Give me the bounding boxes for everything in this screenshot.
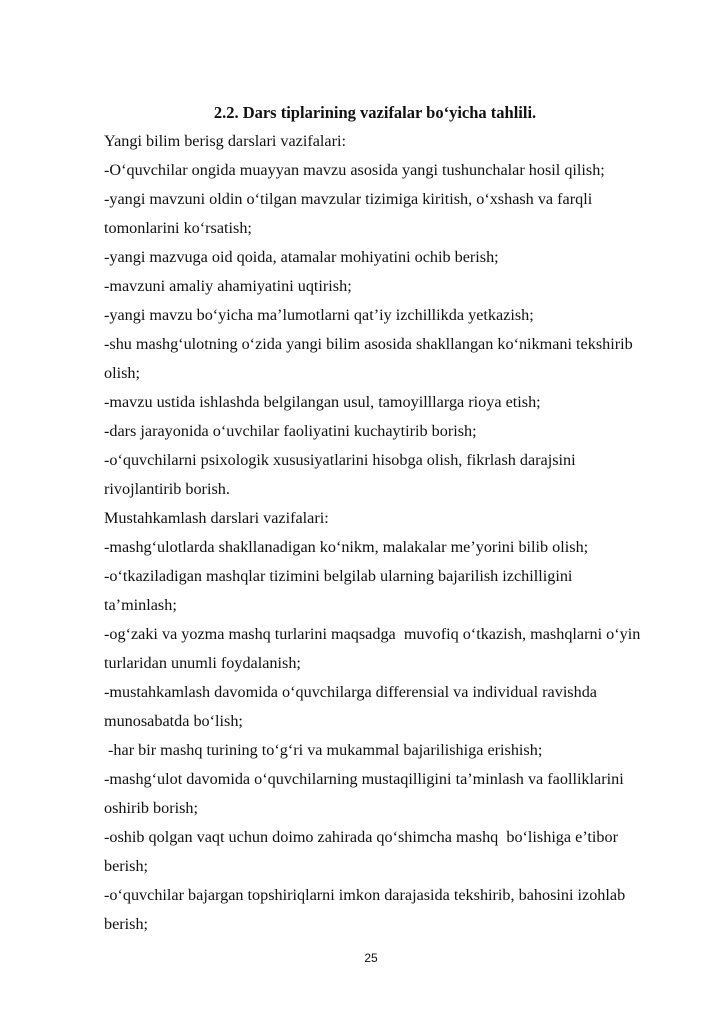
text-line: olish; (104, 364, 140, 382)
text-line: -yangi mazvuga oid qoida, atamalar mohiyatini ochib berish; (104, 248, 499, 266)
section-title: 2.2. Dars tiplarining vazifalar bo‘yicha tahlili. (213, 103, 537, 122)
page-number: 25 (364, 951, 378, 965)
text-line: -har bir mashq turining to‘g‘ri va mukammal bajarilishiga erishish; (104, 741, 543, 759)
text-line: turlaridan unumli foydalanish; (104, 654, 301, 672)
text-line: -oshib qolgan vaqt uchun doimo zahirada qo‘shimcha mashq bo‘lishiga e’tibor (104, 828, 618, 846)
text-line: ta’minlash; (104, 596, 177, 614)
text-line: Mustahkamlash darslari vazifalari: (104, 509, 329, 527)
text-line: berish; (104, 915, 149, 933)
text-line: -mashg‘ulotlarda shakllanadigan ko‘nikm, malakalar me’yorini bilib olish; (104, 538, 589, 556)
body-text (104, 127, 684, 939)
text-line: -mashg‘ulot davomida o‘quvchilarning mustaqilligini ta’minlash va faolliklarini (104, 770, 624, 788)
text-line: -o‘tkaziladigan mashqlar tizimini belgilab ularning bajarilish izchilligini (104, 567, 573, 585)
text-line: -mustahkamlash davomida o‘quvchilarga differensial va individual ravishda (104, 683, 597, 701)
text-line: tomonlarini ko‘rsatish; (104, 219, 252, 237)
text-line: -o‘quvchilarni psixologik xususiyatlarini hisobga olish, fikrlash darajsini (104, 451, 576, 469)
text-line: Yangi bilim berisg darslari vazifalari: (104, 132, 347, 150)
text-line: berish; (104, 857, 149, 875)
text-line: -yangi mavzuni oldin o‘tilgan mavzular tizimiga kiritish, o‘xshash va farqli (104, 190, 593, 208)
text-line: -og‘zaki va yozma mashq turlarini maqsadga muvofiq o‘tkazish, mashqlarni o‘yin (104, 625, 641, 643)
text-line: munosabatda bo‘lish; (104, 712, 243, 730)
text-line: -o‘quvchilar bajargan topshiriqlarni imkon darajasida tekshirib, bahosini izohlab (104, 886, 626, 904)
text-line: oshirib borish; (104, 799, 198, 817)
text-line: rivojlantirib borish. (104, 480, 230, 498)
text-line: -dars jarayonida o‘uvchilar faoliyatini kuchaytirib borish; (104, 422, 477, 440)
text-line: -mavzu ustida ishlashda belgilangan usul, tamoyilllarga rioya etish; (104, 393, 541, 411)
text-line: -mavzuni amaliy ahamiyatini uqtirish; (104, 277, 352, 295)
text-line: -shu mashg‘ulotning o‘zida yangi bilim asosida shakllangan ko‘nikmani tekshirib (104, 335, 633, 353)
text-line: -O‘quvchilar ongida muayyan mavzu asosida yangi tushunchalar hosil qilish; (104, 161, 605, 179)
text-line: -yangi mavzu bo‘yicha ma’lumotlarni qat’iy izchillikda yetkazish; (104, 306, 534, 324)
